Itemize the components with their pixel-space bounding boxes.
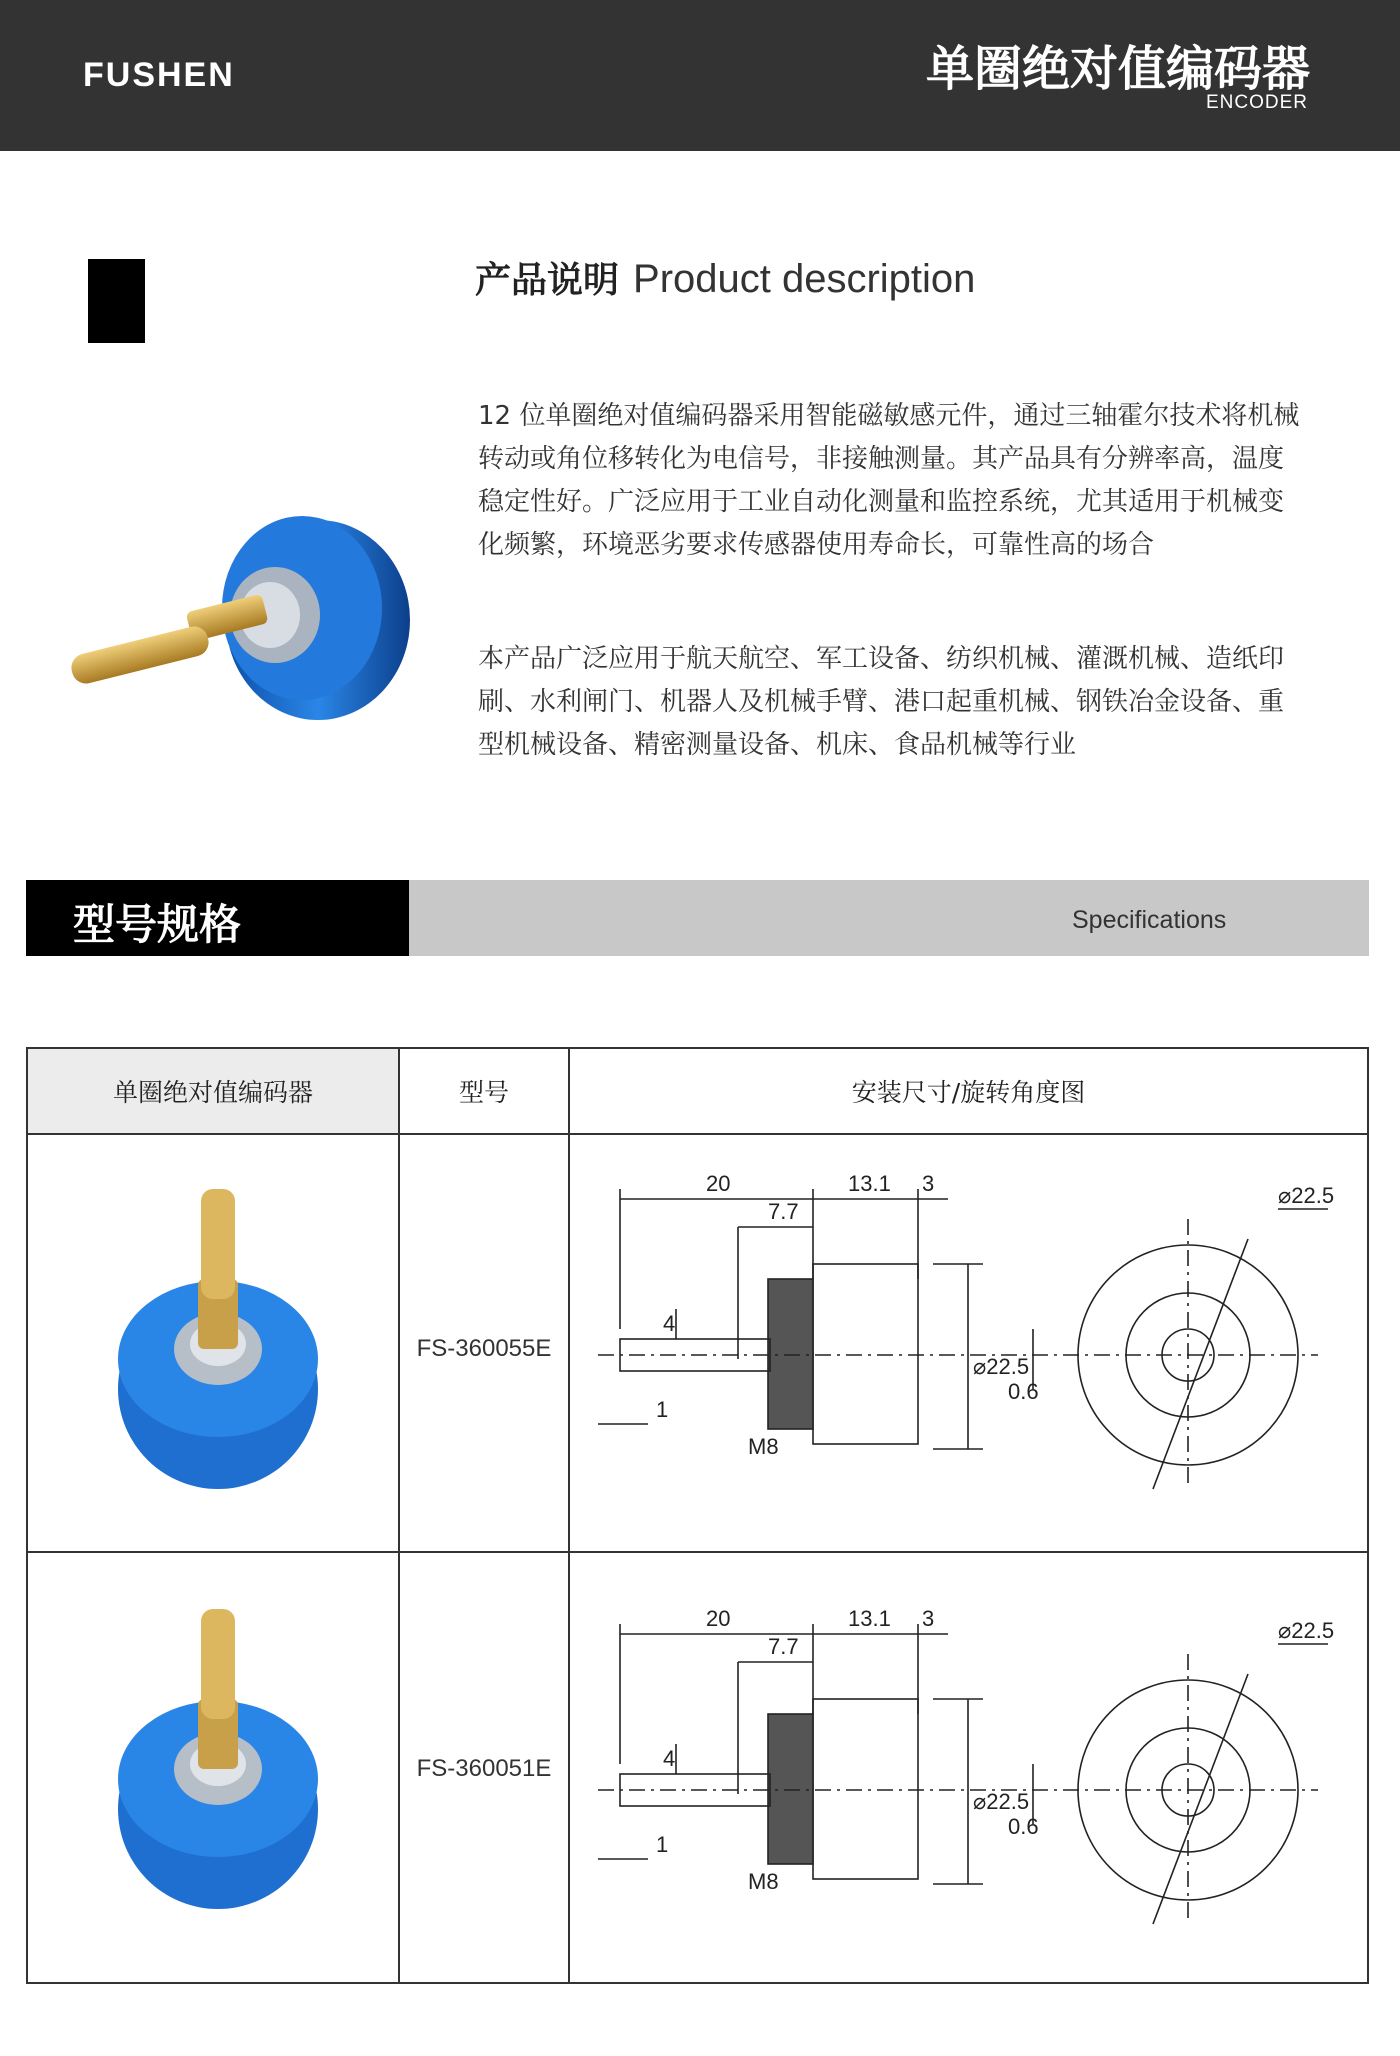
dimension-tail: 3: [922, 1171, 935, 1196]
table-header-model: 型号: [458, 1078, 509, 1107]
table-header-drawing: 安装尺寸/旋转角度图: [851, 1078, 1086, 1107]
dimension-offset: 0.6: [1008, 1379, 1039, 1404]
specifications-title-en: Specifications: [1072, 906, 1227, 934]
mounting-drawing-row-1: [588, 1159, 1348, 1539]
dimension-tail: 3: [922, 1606, 935, 1631]
dimension-flat: 4: [663, 1311, 676, 1336]
product-image-row-1: [113, 1189, 323, 1499]
page-title: 单圈绝对值编码器: [925, 41, 1310, 97]
dimension-end: 1: [656, 1397, 669, 1422]
model-number-row-1: FS-360055E: [416, 1335, 552, 1362]
specifications-banner-label-bg: [26, 880, 409, 956]
dimension-thread-length: 7.7: [768, 1634, 799, 1659]
dimension-flat: 4: [663, 1746, 676, 1771]
dimension-thread: M8: [748, 1869, 779, 1894]
page-subtitle: ENCODER: [1205, 92, 1308, 113]
dimension-shaft-length: 20: [706, 1171, 731, 1196]
section-marker: [88, 259, 145, 343]
dimension-shaft-length: 20: [706, 1606, 731, 1631]
dimension-thread: M8: [748, 1434, 779, 1459]
dimension-end: 1: [656, 1832, 669, 1857]
table-divider: [398, 1049, 400, 1982]
specifications-title-cn: 型号规格: [73, 900, 242, 949]
brand-logo: FUSHEN: [83, 56, 235, 94]
encoder-product-image: [70, 490, 430, 730]
table-header-product: 单圈绝对值编码器: [28, 1049, 398, 1133]
description-paragraph-1: 12 位单圈绝对值编码器采用智能磁敏感元件，通过三轴霍尔技术将机械转动或角位移转化为电信号，非接触测量。其产品具有分辨率高，温度稳定性好。广泛应用于工业自动化测量和监控系统，尤其适用于机械变化频繁，环境恶劣要求传感器使用寿命长，可靠性高的场合: [478, 401, 1300, 560]
page-header: [0, 0, 1400, 151]
dimension-front-diameter: ⌀22.5: [1278, 1618, 1335, 1643]
table-divider: [568, 1049, 570, 1982]
product-image-row-2: [113, 1609, 323, 1919]
description-heading: [475, 252, 975, 303]
description-heading-en: Product description: [633, 257, 976, 301]
dimension-body-length: 13.1: [848, 1606, 891, 1631]
mounting-drawing-row-2: [588, 1594, 1348, 1974]
dimension-diameter: ⌀22.5: [973, 1354, 1030, 1379]
description-heading-cn: 产品说明: [475, 260, 620, 301]
table-divider: [28, 1133, 1367, 1135]
dimension-body-length: 13.1: [848, 1171, 891, 1196]
description-paragraph-2: 本产品广泛应用于航天航空、军工设备、纺织机械、灌溉机械、造纸印刷、水利闸门、机器人及机械手臂、港口起重机械、钢铁冶金设备、重型机械设备、精密测量设备、机床、食品机械等行业: [478, 644, 1285, 760]
table-divider: [28, 1551, 1367, 1553]
dimension-thread-length: 7.7: [768, 1199, 799, 1224]
dimension-diameter: ⌀22.5: [973, 1789, 1030, 1814]
specifications-table: [26, 1047, 1369, 1984]
dimension-offset: 0.6: [1008, 1814, 1039, 1839]
specifications-banner: [26, 880, 1369, 956]
model-number-row-2: FS-360051E: [416, 1755, 552, 1782]
dimension-front-diameter: ⌀22.5: [1278, 1183, 1335, 1208]
